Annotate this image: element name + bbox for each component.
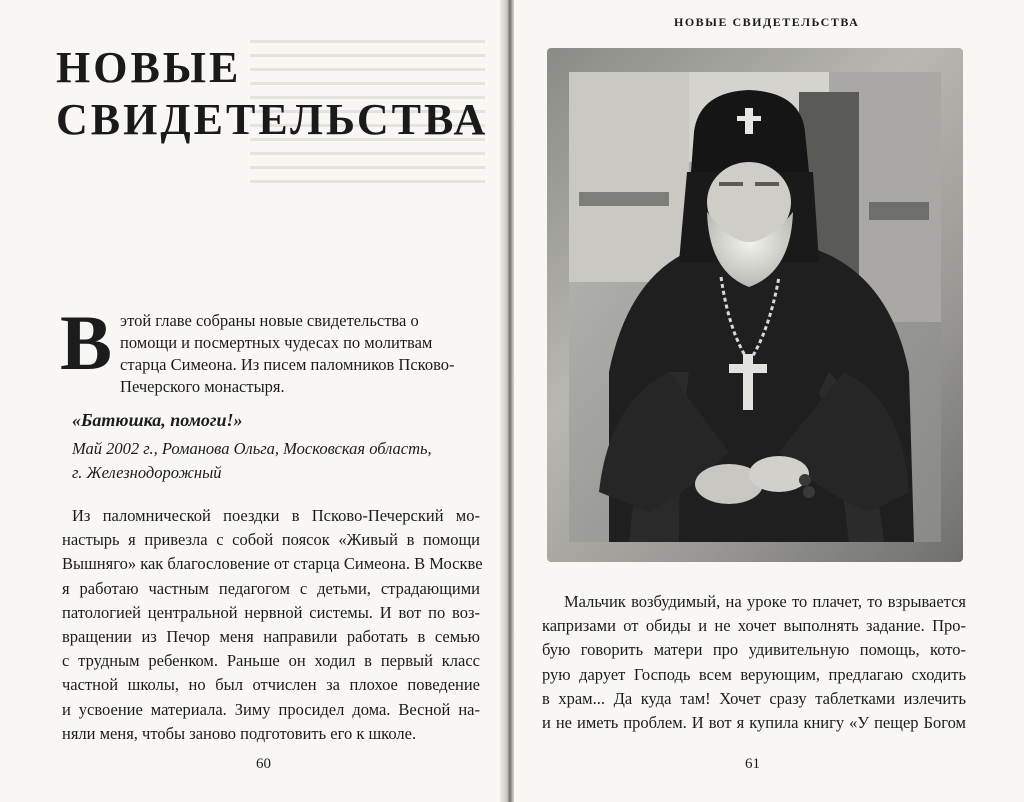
photo-frame xyxy=(547,48,963,562)
body-line: Из паломнической поездки в Псково-Печерский мо- xyxy=(72,506,480,525)
body-line: бую говорить матери про удивительную помощь, кото- xyxy=(542,640,966,660)
body-line: я работаю частным педагогом с детьми, страдающими xyxy=(62,578,480,598)
right-page xyxy=(514,0,1024,802)
left-body-text xyxy=(62,504,483,746)
letter-meta-line-1: Май 2002 г., Романова Ольга, Московская область, xyxy=(72,439,432,458)
drop-cap: В xyxy=(60,299,113,386)
body-line: настырь я привезла с собой поясок «Живый в помощи xyxy=(62,530,480,550)
left-page xyxy=(0,0,506,802)
body-line: капризами от обиды и не хочет выполнять задание. Про- xyxy=(542,616,966,636)
right-body-text xyxy=(542,590,966,735)
body-line: Вышняго» как благословение от старца Симеона. В Москве xyxy=(62,554,483,574)
body-line: с трудным ребенком. Раньше он ходил в первый класс xyxy=(62,651,480,671)
portrait-illustration xyxy=(569,72,941,542)
body-line: патологией центральной нервной системы. И вот по воз- xyxy=(62,602,480,622)
page-number: 61 xyxy=(745,756,760,772)
body-line: частной школы, но был отчислен за плохое поведение xyxy=(62,675,480,695)
page-number: 60 xyxy=(256,756,271,772)
chapter-title-line-2: СВИДЕТЕЛЬСТВА xyxy=(56,95,489,144)
body-line: и усвоение материала. Зиму просидел дома. Весной на- xyxy=(62,699,480,719)
chapter-title-line-1: НОВЫЕ xyxy=(56,43,242,92)
letter-meta-line-2: г. Железнодорожный xyxy=(72,463,222,482)
letter-meta xyxy=(72,437,482,485)
intro-text: этой главе собраны новые свидетельства о помощи и посмертных чудесах по молитвам старца Симеона. Из писем паломников Псково-Печерского монастыря. xyxy=(120,311,455,396)
body-line: и не иметь проблем. И вот я купила книгу «У пещер Богом xyxy=(542,713,966,733)
chapter-intro xyxy=(60,299,476,398)
body-line: няли меня, чтобы заново подготовить его к школе. xyxy=(62,723,417,743)
chapter-title xyxy=(56,42,488,146)
body-line: в храм... Да куда там! Хочет сразу таблетками излечить xyxy=(542,688,966,708)
body-line: рую дарует Господь всем верующим, предлагаю сходить xyxy=(542,664,966,684)
letter-title: «Батюшка, помоги!» xyxy=(72,410,243,430)
running-head: НОВЫЕ СВИДЕТЕЛЬСТВА xyxy=(674,15,860,29)
body-line: Мальчик возбудимый, на уроке то плачет, то взрывается xyxy=(564,592,966,611)
elder-portrait-photo xyxy=(569,72,941,542)
body-line: вращении из Печор меня направили работать в семью xyxy=(62,627,480,647)
